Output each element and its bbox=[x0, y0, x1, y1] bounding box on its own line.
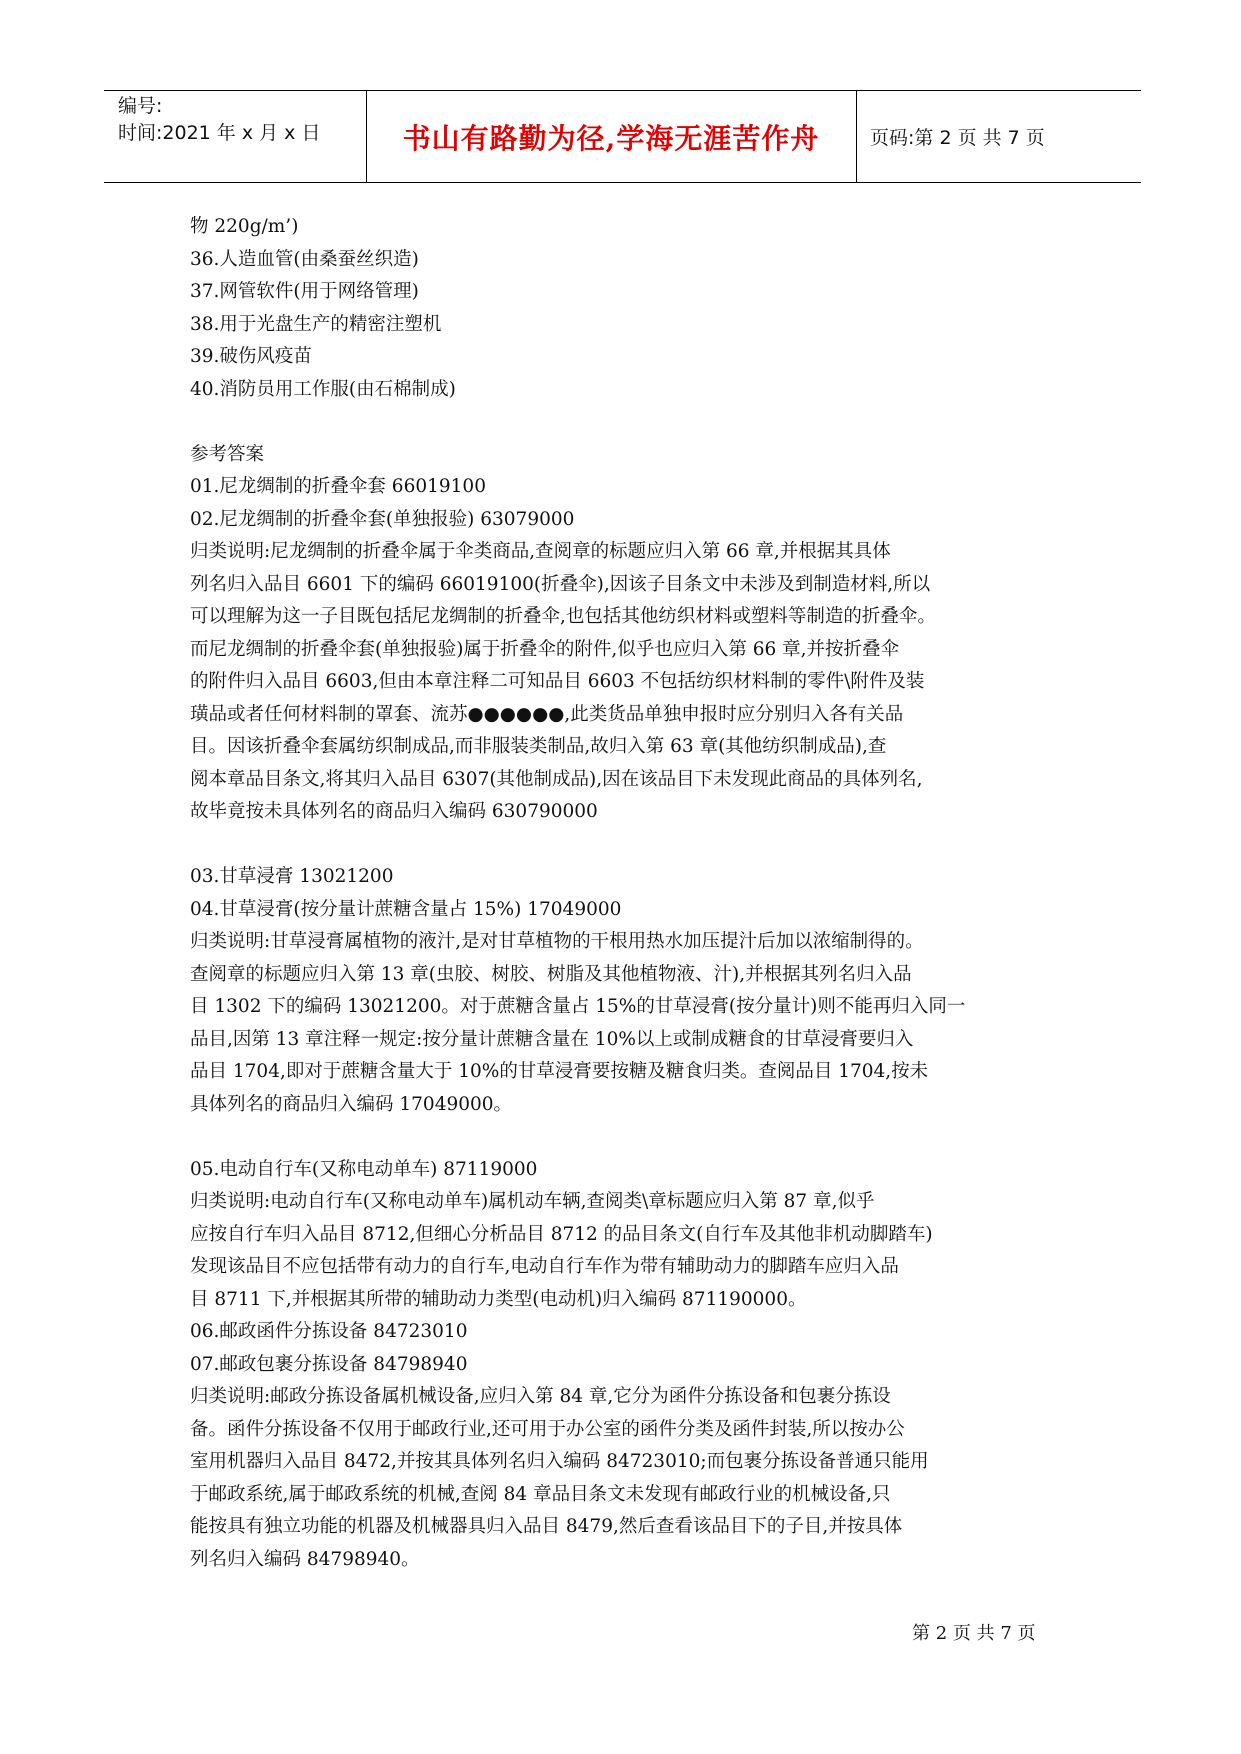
document-number-label: 编号: bbox=[118, 95, 163, 117]
text-line: 06.邮政函件分拣设备 84723010 bbox=[190, 1321, 468, 1342]
text-line: 归类说明:邮政分拣设备属机械设备,应归入第 84 章,它分为函件分拣设备和包裹分拣设 bbox=[190, 1386, 891, 1407]
header-slogan: 书山有路勤为径,学海无涯苦作舟 bbox=[402, 121, 820, 155]
text-line: 于邮政系统,属于邮政系统的机械,查阅 84 章品目条文未发现有邮政行业的机械设备,只 bbox=[190, 1483, 891, 1505]
text-line: 39.破伤风疫苗 bbox=[190, 346, 312, 367]
text-line: 列名归入品目 6601 下的编码 66019100(折叠伞),因该子目条文中未涉及到制造材料,所以 bbox=[190, 573, 931, 595]
document-header bbox=[104, 90, 1141, 183]
text-line: 目 1302 下的编码 13021200。对于蔗糖含量占 15%的甘草浸膏(按分量计)则不能再归入同一 bbox=[190, 996, 966, 1017]
text-line: 07.邮政包裹分拣设备 84798940 bbox=[190, 1353, 468, 1375]
text-line: 列名归入编码 84798940。 bbox=[190, 1548, 420, 1570]
text-line: 参考答案 bbox=[190, 443, 265, 465]
text-line: 01.尼龙绸制的折叠伞套 66019100 bbox=[190, 476, 486, 497]
text-line: 的附件归入品目 6603,但由本章注释二可知品目 6603 不包括纺织材料制的零件\附件及装 bbox=[190, 671, 925, 692]
text-line: 品目,因第 13 章注释一规定:按分量计蔗糖含量在 10%以上或制成糖食的甘草浸膏要归入 bbox=[190, 1028, 914, 1050]
text-line: 故毕竟按未具体列名的商品归入编码 630790000 bbox=[190, 801, 598, 822]
text-line: 而尼龙绸制的折叠伞套(单独报验)属于折叠伞的附件,似乎也应归入第 66 章,并按折叠伞 bbox=[190, 638, 900, 660]
paragraph-gap bbox=[190, 829, 1060, 862]
text-line: 37.网管软件(用于网络管理) bbox=[190, 281, 419, 302]
text-line: 归类说明:电动自行车(又称电动单车)属机动车辆,查阅类\章标题应归入第 87 章,似乎 bbox=[190, 1191, 875, 1212]
text-line: 璜品或者任何材料制的罩套、流苏●●●●●●,此类货品单独申报时应分别归入各有关品 bbox=[190, 703, 904, 725]
text-line: 02.尼龙绸制的折叠伞套(单独报验) 63079000 bbox=[190, 508, 575, 530]
text-line: 归类说明:尼龙绸制的折叠伞属于伞类商品,查阅章的标题应归入第 66 章,并根据其具体 bbox=[190, 541, 891, 562]
text-line: 04.甘草浸膏(按分量计蔗糖含量占 15%) 17049000 bbox=[190, 898, 622, 920]
text-line: 物 220g/m’) bbox=[190, 216, 299, 237]
page-footer: 第 2 页 共 7 页 bbox=[912, 1623, 1036, 1644]
text-line: 能按具有独立功能的机器及机械器具归入品目 8479,然后查看该品目下的子目,并按具体 bbox=[190, 1516, 903, 1537]
text-line: 目。因该折叠伞套属纺织制成品,而非服装类制品,故归入第 63 章(其他纺织制成品),查 bbox=[190, 736, 887, 757]
document-time-label: 时间:2021 年 x 月 x 日 bbox=[118, 122, 321, 144]
text-line: 36.人造血管(由桑蚕丝织造) bbox=[190, 248, 419, 270]
text-line: 备。函件分拣设备不仅用于邮政行业,还可用于办公室的函件分类及函件封装,所以按办公 bbox=[190, 1418, 905, 1440]
paragraph-gap bbox=[190, 406, 1060, 439]
text-line: 可以理解为这一子目既包括尼龙绸制的折叠伞,也包括其他纺织材料或塑料等制造的折叠伞。 bbox=[190, 606, 936, 627]
document-body bbox=[190, 211, 1060, 1576]
text-line: 室用机器归入品目 8472,并按其具体列名归入编码 84723010;而包裹分拣设备普通只能用 bbox=[190, 1451, 929, 1472]
text-line: 目 8711 下,并根据其所带的辅助动力类型(电动机)归入编码 871190000。 bbox=[190, 1288, 807, 1310]
text-line: 归类说明:甘草浸膏属植物的液汁,是对甘草植物的干根用热水加压提汁后加以浓缩制得的。 bbox=[190, 931, 924, 952]
header-page-label: 页码:第 2 页 共 7 页 bbox=[870, 127, 1045, 149]
text-line: 05.电动自行车(又称电动单车) 87119000 bbox=[190, 1158, 538, 1180]
header-meta bbox=[118, 93, 320, 147]
text-line: 品目 1704,即对于蔗糖含量大于 10%的甘草浸膏要按糖及糖食归类。查阅品目 1704,按未 bbox=[190, 1061, 929, 1082]
text-line: 03.甘草浸膏 13021200 bbox=[190, 866, 394, 887]
text-line: 阅本章品目条文,将其归入品目 6307(其他制成品),因在该品目下未发现此商品的具体列名, bbox=[190, 768, 923, 790]
text-line: 40.消防员用工作服(由石棉制成) bbox=[190, 378, 456, 400]
text-line: 38.用于光盘生产的精密注塑机 bbox=[190, 313, 442, 335]
text-line: 发现该品目不应包括带有动力的自行车,电动自行车作为带有辅助动力的脚踏车应归入品 bbox=[190, 1256, 899, 1277]
text-line: 查阅章的标题应归入第 13 章(虫胶、树胶、树脂及其他植物液、汁),并根据其列名归入品 bbox=[190, 963, 912, 985]
text-line: 具体列名的商品归入编码 17049000。 bbox=[190, 1093, 513, 1115]
paragraph-gap bbox=[190, 1121, 1060, 1154]
text-line: 应按自行车归入品目 8712,但细心分析品目 8712 的品目条文(自行车及其他非机动脚踏车) bbox=[190, 1223, 933, 1245]
